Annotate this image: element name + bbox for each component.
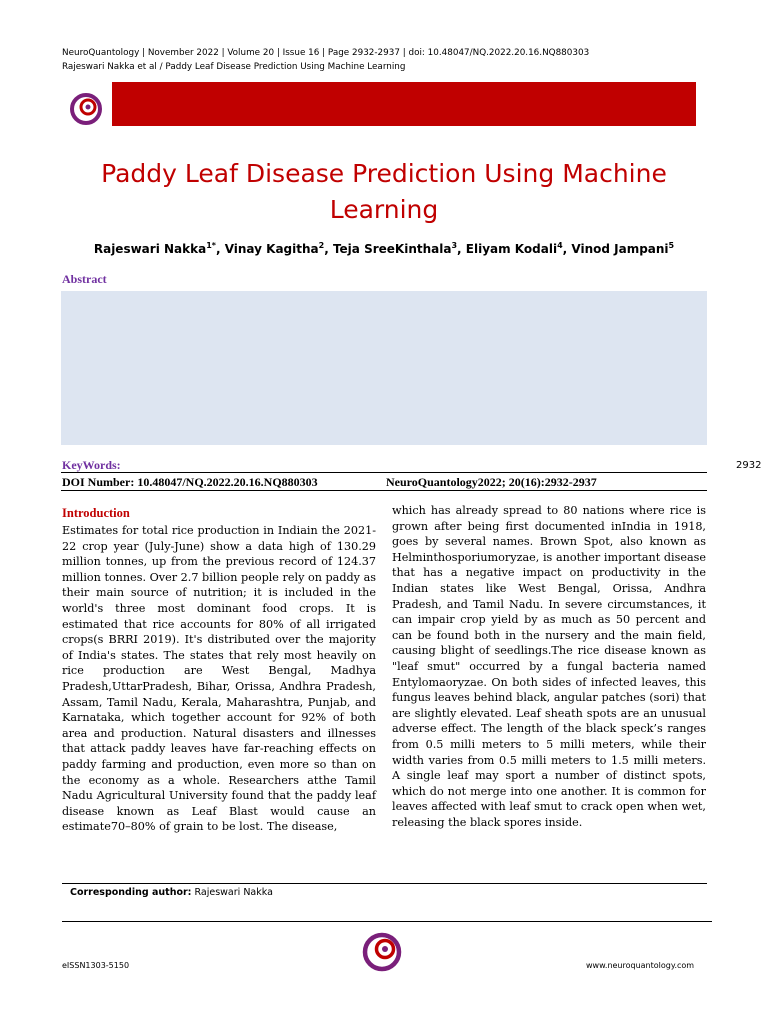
journal-citation: NeuroQuantology2022; 20(16):2932-2937 (386, 475, 597, 489)
page-number: 2932 (736, 460, 762, 471)
running-header-citation: NeuroQuantology | November 2022 | Volume 20 | Issue 16 | Page 2932-2937 | doi: 10.48047/NQ.2022.20.16.NQ880303 (62, 48, 590, 58)
abstract-heading: Abstract (62, 272, 107, 286)
header-banner (112, 82, 696, 126)
body-text-right-column: which has already spread to 80 nations where rice is grown after being first documented inIndia in 1918, goes by several names. Brown Spot, also known as Helminthosporiumoryzae, is another important disease that has a negative impact on productivity in the Indian states like West Bengal, Orissa, Andhra Pradesh, and Tamil Nadu. In severe circumstances, it can impair crop yield by as much as 50 percent and can be found both in the nursery and the main field, causing blight of seedlings.The rice disease known as "leaf smut" occurred by a fungal bacteria named Entylomaoryzae. On both sides of infected leaves, this fungus leaves behind black, angular patches (sori) that are slightly elevated. Leaf sheath spots are an unusual adverse effect. The length of the black speck’s ranges from 0.5 milli meters to 5 milli meters, while their width varies from 0.5 milli meters to 1.5 milli meters. A single leaf may sport a number of distinct spots, which do not merge into one another. It is common for leaves affected with leaf smut to crack open when wet, releasing the black spores inside. (392, 504, 706, 829)
author-affiliation-marker: 2 (318, 241, 325, 250)
corresponding-author (70, 887, 273, 898)
corresponding-author-label: Corresponding author: (70, 887, 192, 898)
author-affiliation-marker: 5 (668, 241, 675, 250)
keywords-heading: KeyWords: (62, 458, 121, 472)
doi-number: DOI Number: 10.48047/NQ.2022.20.16.NQ880303 (62, 475, 318, 489)
author-list: Rajeswari Nakka$^{1*}$, Vinay Kagitha$^2$, Teja SreeKinthala$^3$, Eliyam Kodali$^4$, Vinod Jampani$^5$ (93, 241, 675, 256)
author-name: Rajeswari Nakka (93, 242, 207, 256)
footer-website-link[interactable]: www.neuroquantology.com (586, 961, 695, 970)
paper-title: Paddy Leaf Disease Prediction Using Machine Learning (101, 159, 667, 224)
author-affiliation-marker: 4 (557, 241, 563, 250)
author-name: Eliyam Kodali (465, 242, 558, 256)
footer-divider (62, 921, 712, 922)
author-affiliation-marker: 3 (451, 241, 458, 250)
author-name: Teja SreeKinthala (332, 242, 452, 256)
journal-logo-icon (66, 88, 106, 128)
divider (61, 472, 707, 473)
divider (61, 490, 707, 491)
abstract-box (61, 291, 707, 445)
footer-eissn: eISSN1303-5150 (62, 961, 130, 970)
running-header-short-title: Rajeswari Nakka et al / Paddy Leaf Disease Prediction Using Machine Learning (62, 62, 406, 72)
corresponding-author-name: Rajeswari Nakka (194, 887, 273, 898)
author-name: Vinay Kagitha (224, 242, 319, 256)
divider (62, 883, 707, 884)
author-affiliation-marker: 1* (206, 241, 216, 250)
introduction-heading: Introduction (62, 506, 130, 520)
footer-logo-icon (358, 926, 408, 974)
body-text-left-column: Estimates for total rice production in Indiain the 2021-22 crop year (July-June) show a data high of 130.29 million tonnes, up from the previous record of 124.37 million tonnes. Over 2.7 billion people rely on paddy as their main source of nutrition; it is included in the world's three most dominant food crops. It is estimated that rice accounts for 80% of all irrigated crops(s BRRI 2019). It's distributed over the majority of India's states. The states that rely most heavily on rice production are West Bengal, Madhya Pradesh,UttarPradesh, Bihar, Orissa, Andhra Pradesh, Assam, Tamil Nadu, Kerala, Maharashtra, Punjab, and Karnataka, which together account for 92% of both area and production. Natural disasters and illnesses that attack paddy leaves have far-reaching effects on paddy farming and production, even more so than on the economy as a whole. Researchers atthe Tamil Nadu Agricultural University found that the paddy leaf disease known as Leaf Blast would cause an estimate70–80% of grain to be lost. The disease, (62, 524, 376, 834)
author-name: Vinod Jampani (571, 242, 669, 256)
